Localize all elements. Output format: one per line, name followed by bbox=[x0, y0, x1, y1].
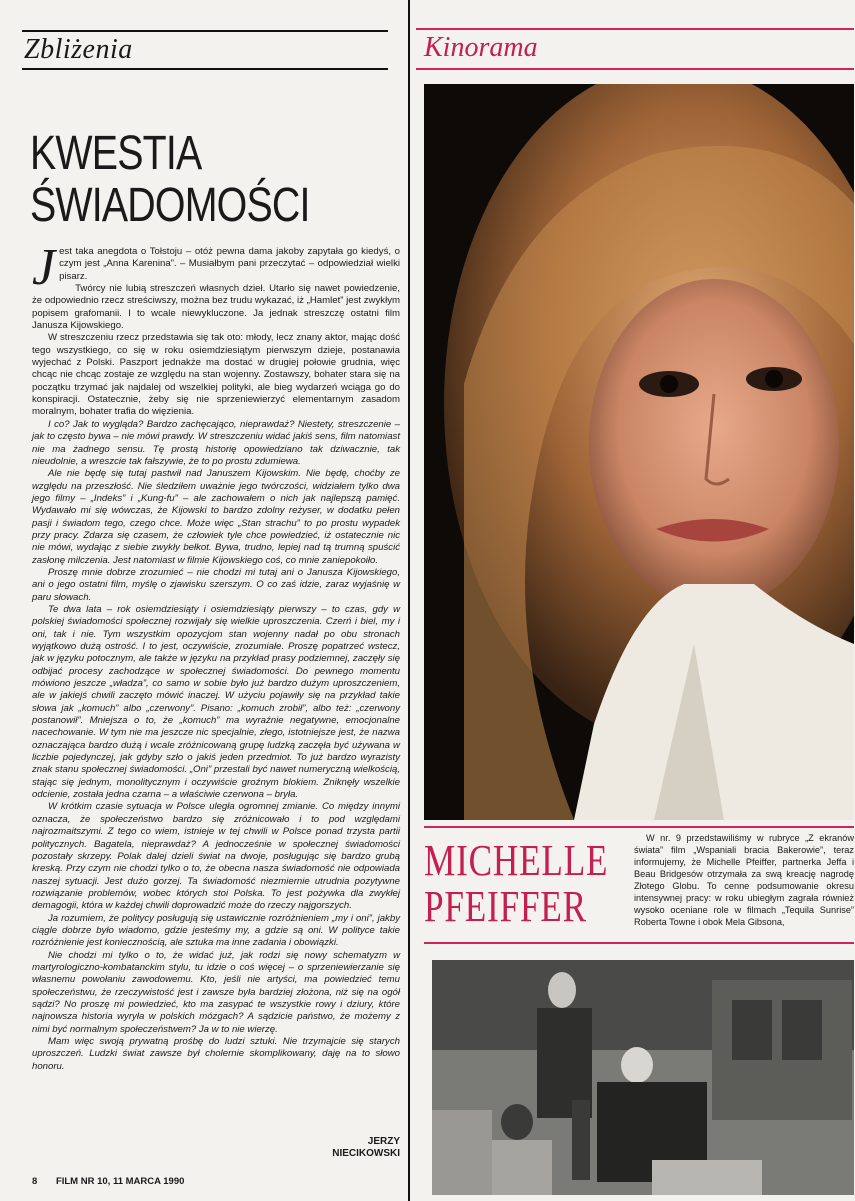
paragraph-3: W streszczeniu rzecz przedstawia się tak oto: młody, lecz znany aktor, mając dość tego wszystkiego, co się w roku osiemdziesiątym pierwszym dzieje, postanawia wyjechać z Polski. Paszport jednakże ma dostać w drugiej połowie grudnia, więc chcąc nie chcąc zostaje ze względu na stan wojenny. Zostawszy, bohater stara się na początku trzymać jak najdalej od wszelkiej polityki, ale bieg wydarzeń wciąga go do konspiracji. Ostatecznie, żeby się nie sprzeniewierzyć elementarnym zasadom moralnym, bohater trafia do więzienia. bbox=[32, 332, 400, 418]
photo-rule bbox=[424, 826, 854, 828]
paragraph-11: Mam więc swoją prywatną prośbę do ludzi sztuki. Nie trzymajcie się starych uproszczeń. Ludzki świat zawsze był cholernie skomplikowany, daję na to słowo honoru. bbox=[32, 1036, 400, 1072]
section-title-right: Kinorama bbox=[424, 32, 538, 63]
drop-cap: J bbox=[32, 239, 56, 296]
title-last-name: PFEIFFER bbox=[424, 882, 587, 931]
feature-title bbox=[424, 836, 609, 931]
paragraph-7: Te dwa lata – rok osiemdziesiąty i osiemdziesiąty pierwszy – to czas, gdy w polskiej świadomości społecznej rozwijały się wielkie uproszczenia. Czerń i biel, my i oni, tak i nie. Tym wszystkim opozycjom stan wojenny nadał po obu stronach wyjątkowo dużą ostrość. I to jest, oczywiście, zrozumiałe. Proszę popatrzeć wstecz, jak w języku potocznym, ale także w języku na przykład prasy podziemnej, zaczęły się odbijać procesy zachodzące w społecznej świadomości. Do pewnego momentu mówiono jeszcze „władza”, co samo w sobie było już bardzo dużym uproszczeniem, ale w jakiejś chwili zaczęto mówić inaczej. W użyciu pojawiły się na przykład takie słowa jak „komuch” albo „czerwony”. Pisano: „komuch zrobił”, albo też: „czerwony postanowił”. Mniejsza o to, że „komuch” ma wyraźnie negatywne, emocjonalne nacechowanie. W tym nie ma jeszcze nic specjalnie, złego, istotniejsze jest, że nazwa oznaczająca bardzo dużą i wcale zróżnicowaną grupę ludzką zaczęła być używana w liczbie pojedynczej, jak gdyby szło o jakiś jeden przedmiot. To już bardzo wyrazisty znak stanu społecznej świadomości. „Oni” przestali być nawet numeryczną wielkością, stając się jednym, monolitycznym i oczywiście groźnym blokiem. Zniknęły wszelkie odcienie, została jedna czarna – a właściwie czerwona – bryła. bbox=[32, 603, 400, 801]
section-rule-top bbox=[22, 30, 388, 32]
section-rule-top-right bbox=[416, 28, 854, 30]
paragraph-8: W krótkim czasie sytuacja w Polsce uległa ogromnej zmianie. Co między innymi oznacza, że społeczeństwo bardzo się zróżnicowało i to pod względami najrozmaitszymi. Z tego co wiem, istnieje w tej chwili w Polsce ponad trzysta partii politycznych. Bagatela, nieprawdaż? A jednocześnie w społecznej świadomości pozostały skrzepy. Polak dalej dzieli świat na dwoje, posługując się bardzo grubą kreską. Przy czym nie chodzi tylko o to, że obecna nasza świadomość nie odpowiada naszej sytuacji. Jest dużo gorzej. Ta świadomość niezmiernie utrudnia pozytywne rozwiązanie problemów, wobec których stoi Polska. To jest pożywka dla zwykłej demagogii, która w każdej chwili doprowadzić może do rzeczy najgorszych. bbox=[32, 801, 400, 912]
issue-info: FILM NR 10, 11 MARCA 1990 bbox=[55, 1176, 185, 1187]
headline-line-2: ŚWIADOMOŚCI bbox=[30, 179, 310, 232]
caption-rule bbox=[424, 942, 854, 944]
paragraph-2: Twórcy nie lubią streszczeń własnych dzieł. Utarło się nawet powiedzenie, że odpowiednio rzecz streściwszy, można bez trudu wykazać, iż „Hamlet” jest zwykłym popisem grafomanii. I to wcale niewykluczone. Ja jednak streszczę ostatni film Janusza Kijowskiego. bbox=[32, 283, 400, 332]
page-footer bbox=[32, 1176, 184, 1187]
column-divider bbox=[408, 0, 410, 1201]
paragraph-4: I co? Jak to wygląda? Bardzo zachęcająco, nieprawdaż? Niestety, streszczenie – jak to często bywa – nie mówi prawdy. W streszczeniu widać jakiś sens, film natomiast nie ma żadnego sensu. Tę prostą historię opowiedziano tak dziwacznie, tak nieudolnie, a wreszcie tak fałszywie, że to po prostu zdumiewa. bbox=[32, 418, 400, 467]
paragraph-text: est taka anegdota o Tołstoju – otóż pewna dama jakoby zapytała go kiedyś, o czym jest „Anna Karenina”. – Musiałbym pani przeczytać – odpowiedział wielki pisarz. bbox=[59, 246, 400, 282]
author-byline bbox=[270, 1136, 400, 1160]
paragraph-5: Ale nie będę się tutaj pastwił nad Januszem Kijowskim. Nie będę, choćby ze względu na przeszłość. Nie śledziłem uważnie jego twórczości, widziałem tylko dwa jego filmy – „Indeks” i „Kung-fu” – ale zachowałem o nich jak najlepszą pamięć. Wydawało mi się wówczas, że Kijowski to bardzo zdolny reżyser, w dodatku pełen pasji i świadom tego, czego chce. Może więc „Stan strachu” to po prostu wypadek przy pracy. Zdarza się czasem, że człowiek tyle chce powiedzieć, iż ostatecznie nic nie mówi, wydając z siebie zwykły bełkot. Bywa, trudno, lepiej nad tą trumną spuścić zasłonę milczenia. Jest natomiast w filmie Kijowskiego coś, co mnie zaniepokoiło. bbox=[32, 468, 400, 566]
film-set-photo bbox=[432, 960, 854, 1195]
section-title-left: Zbliżenia bbox=[24, 34, 133, 65]
paragraph-9: Ja rozumiem, że politycy posługują się ustawicznie rozróżnieniem „my i oni”, jakby ciągle dobrze było wiadomo, gdzie jesteśmy my, a gdzie są oni. W polityce takie rozróżnienie jest koniecznością, ale sztuka ma inne zadania i obowiązki. bbox=[32, 912, 400, 949]
author-first-name: JERZY bbox=[367, 1136, 400, 1147]
headline-line-1: KWESTIA bbox=[30, 127, 202, 180]
feature-caption bbox=[634, 832, 854, 928]
paragraph-10: Nie chodzi mi tylko o to, że widać już, jak rodzi się nowy schematyzm w martyrologiczno-kombatanckim stylu, tu idzie o coś więcej – o sprzeniewierzanie się własnemu powołaniu zawodowemu. Kto, jeśli nie artyści, ma powiedzieć temu społeczeństwu, że rzeczywistość jest i zawsze była bardziej złożona, niż się na ogół sądzi? No proszę mi powiedzieć, kto ma zasypać te wszystkie rowy i dziury, które najnowsza historia wyryła w polskich mózgach? A sądzicie państwo, że możemy z nimi być normalnym społeczeństwem? Ja w to nie wierzę. bbox=[32, 949, 400, 1035]
title-first-name: MICHELLE bbox=[424, 836, 609, 885]
section-rule-bottom-right bbox=[416, 68, 854, 70]
article-body bbox=[32, 239, 400, 1073]
author-last-name: NIECIKOWSKI bbox=[332, 1148, 400, 1159]
article-headline bbox=[30, 128, 317, 232]
paragraph-1 bbox=[32, 239, 400, 296]
caption-text: W nr. 9 przedstawiliśmy w rubryce „Z ekranów świata” film „Wspaniali bracia Bakerowie”, teraz informujemy, że Michelle Pfeiffer, partnerka Jeffa i Beau Bridgesów otrzymała za swą kreację nagrodę Złotego Globu. To cenne podsumowanie okresu intensywnej pracy: w roku ubiegłym zagrała również wysoko oceniane role w filmach „Tequila Sunrise” Roberta Towne i obok Mela Gibsona, bbox=[634, 833, 854, 927]
section-rule-bottom bbox=[22, 68, 388, 70]
portrait-photo bbox=[424, 84, 854, 820]
page-number: 8 bbox=[32, 1176, 38, 1187]
paragraph-6: Proszę mnie dobrze zrozumieć – nie chodzi mi tutaj ani o Janusza Kijowskiego, ani o jego ostatni film, myślę o zjawisku szerszym. O co zaś idzie, zaraz wyjaśnię w paru słowach. bbox=[32, 566, 400, 603]
